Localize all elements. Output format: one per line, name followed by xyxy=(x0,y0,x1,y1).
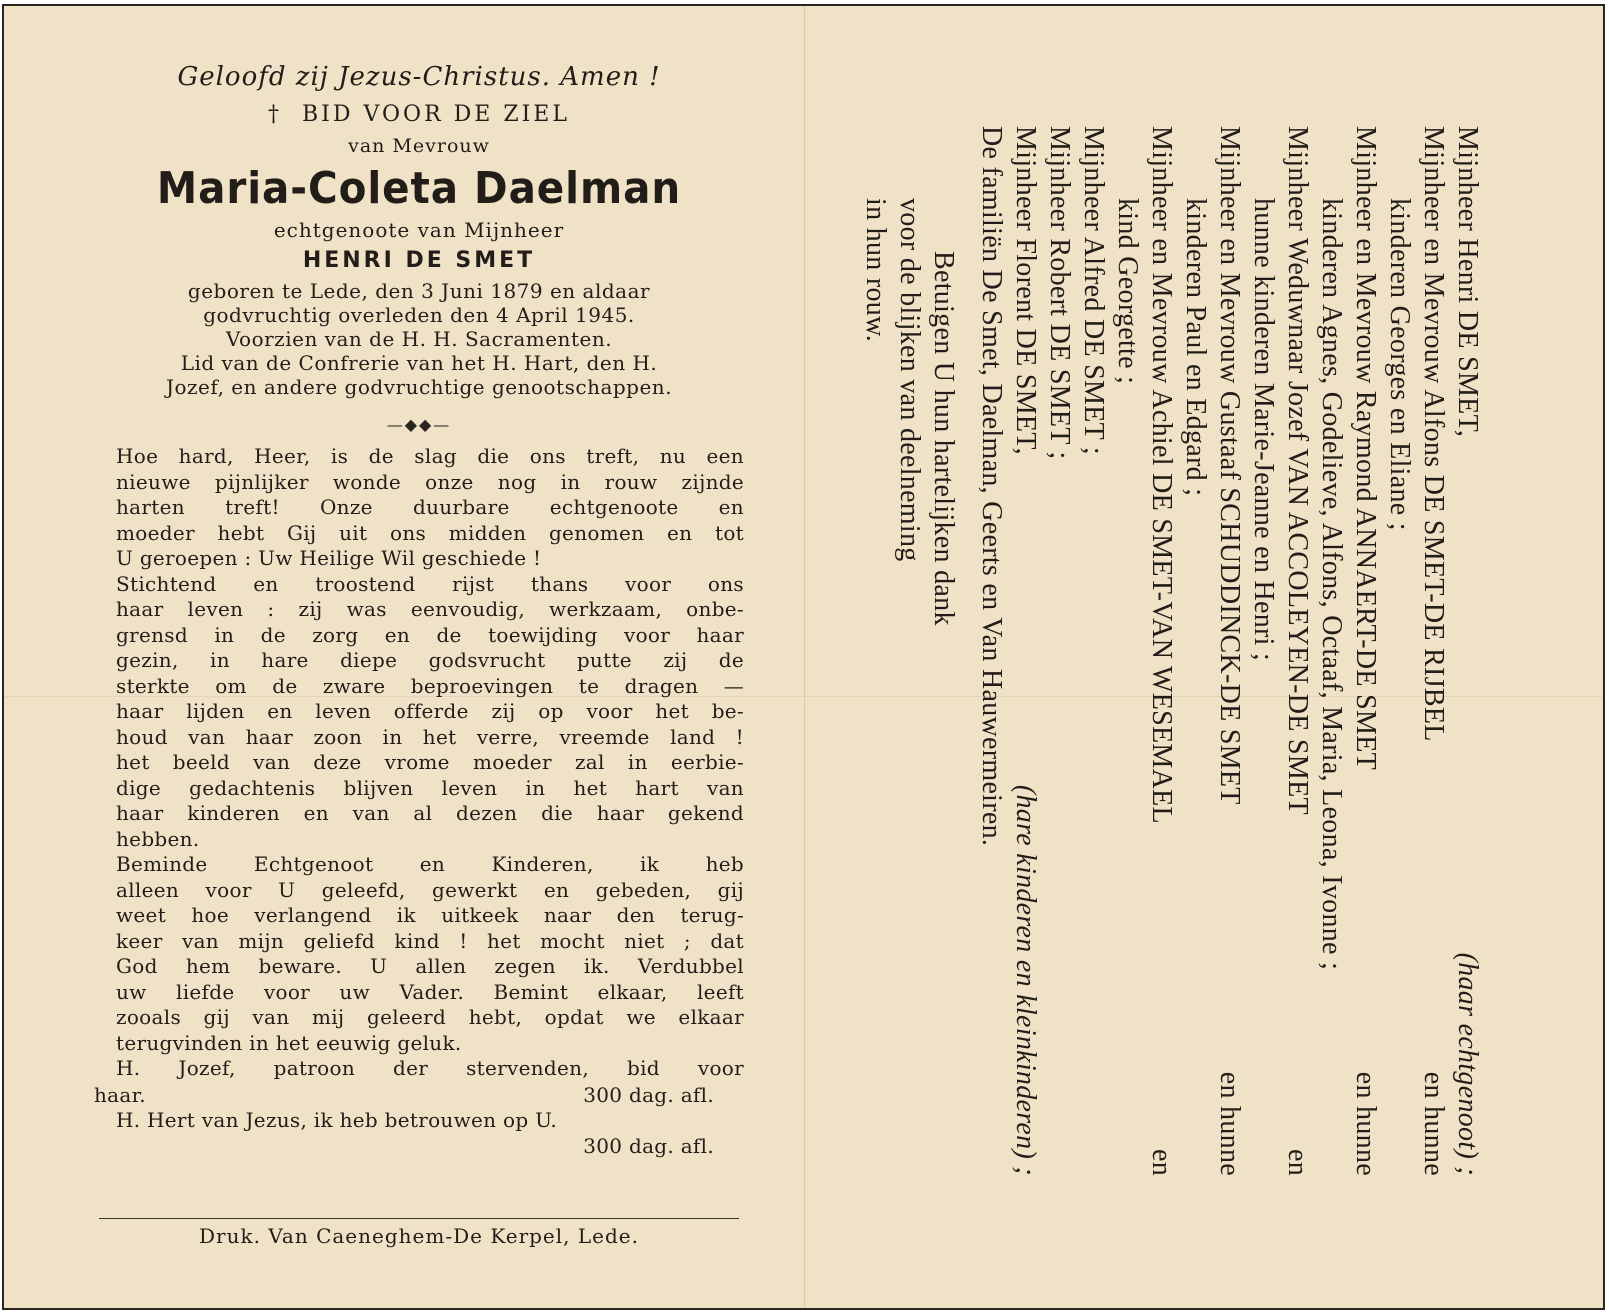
spacer xyxy=(960,126,974,1176)
family-line xyxy=(1450,126,1484,1176)
family-line: hunne kinderen Marie-Jeanne en Henri ; xyxy=(1248,198,1279,662)
text-line: het beeld van deze vrome moeder zal in eerbie- xyxy=(116,750,744,774)
right-panel xyxy=(844,126,1484,1176)
pray-for-text: BID VOOR DE ZIEL xyxy=(302,102,570,127)
family-line xyxy=(1280,126,1314,1176)
info-line: geboren te Lede, den 3 Juni 1879 en aldaar xyxy=(187,279,651,303)
family-line: kinderen Georges en Eliane ; xyxy=(1384,198,1415,531)
family-text: en hunne xyxy=(1350,1071,1381,1176)
prayer-jozef xyxy=(94,1056,744,1082)
text-line: moeder hebt Gij uit ons midden genomen en tot xyxy=(116,520,744,545)
text-line: harten treft! Onze duurbare echtgenoote en xyxy=(116,495,744,519)
text-line: nieuwe pijnlijker wonde onze nog in rouw zijnde xyxy=(116,469,744,494)
paragraph-3 xyxy=(94,852,744,1056)
memorial-card xyxy=(2,4,1605,1310)
cross-icon: † xyxy=(268,102,283,127)
family-line: kinderen Agnes, Godelieve, Alfons, Octaaf, Maria, Leona, Ivonne ; xyxy=(1316,198,1347,971)
text-line: Stichtend en troostend rijst thans voor ons xyxy=(116,571,744,596)
text-line: haar kinderen en van al dezen die haar gekend xyxy=(116,801,744,825)
text-line: haar leven : zij was eenvoudig, werkzaam, onbe- xyxy=(116,597,744,621)
of-mrs: van Mevrouw xyxy=(348,135,490,157)
family-line xyxy=(1144,126,1178,1176)
family-line: Mijnheer Robert DE SMET ; xyxy=(1044,126,1075,460)
family-line: Mijnheer Alfred DE SMET ; xyxy=(1078,126,1109,455)
family-text: Mijnheer en Mevrouw Raymond ANNAERT-DE SMET xyxy=(1350,126,1381,771)
text-line: grensd in de zorg en de toewijding voor haar xyxy=(116,622,744,647)
info-line: Voorzien van de H. H. Sacramenten. xyxy=(225,327,613,351)
deceased-name: Maria-Coleta Daelman xyxy=(156,163,682,214)
fold-line xyxy=(804,6,806,1308)
family-line xyxy=(1416,126,1450,1176)
text-line: zooals gij van mij geleerd hebt, opdat we elkaar xyxy=(116,1005,744,1029)
text-line: haar. xyxy=(94,1082,146,1107)
pray-for-heading xyxy=(94,102,744,127)
printer-rule xyxy=(99,1218,739,1219)
family-text: en xyxy=(1282,1148,1313,1176)
indulgence-row-1 xyxy=(94,1082,744,1108)
thanks-line: in hun rouw. xyxy=(860,198,891,343)
family-text: en xyxy=(1146,1148,1177,1176)
family-line xyxy=(1008,126,1042,1176)
spouse-intro: echtgenoote van Mijnheer xyxy=(273,218,565,242)
text-line: keer van mijn geliefd kind ! het mocht niet ; dat xyxy=(116,928,744,953)
text-line: Beminde Echtgenoot en Kinderen, ik heb xyxy=(116,852,744,876)
indulgence-amount: 300 dag. afl. xyxy=(583,1082,714,1107)
farewell-text xyxy=(94,444,744,1159)
indulgence-amount: 300 dag. afl. xyxy=(583,1134,714,1158)
left-panel xyxy=(94,56,744,1159)
family-line: De familiën De Smet, Daelman, Geerts en Van Hauwermeiren. xyxy=(976,126,1007,847)
paragraph-1 xyxy=(94,444,744,572)
info-line: godvruchtig overleden den 4 April 1945. xyxy=(203,303,635,327)
paragraph-2 xyxy=(94,572,744,853)
text-line: Hoe hard, Heer, is de slag die ons treft, nu een xyxy=(116,444,744,468)
family-text: en hunne xyxy=(1418,1071,1449,1176)
family-text: Mijnheer en Mevrouw Achiel DE SMET-VAN WESEMAEL xyxy=(1146,126,1177,824)
family-text: en hunne xyxy=(1214,1071,1245,1176)
invocation: Geloofd zij Jezus-Christus. Amen ! xyxy=(177,62,661,92)
family-text: Mijnheer Weduwnaar Jozef VAN ACCOLEYEN-DE SMET xyxy=(1282,126,1313,815)
text-line: sterkte om de zware beproevingen te dragen — xyxy=(116,673,744,698)
text-line: H. Hert van Jezus, ik heb betrouwen op U. xyxy=(116,1107,558,1132)
family-line: kinderen Paul en Edgard ; xyxy=(1180,198,1211,497)
text-line: H. Jozef, patroon der stervenden, bid voor xyxy=(116,1056,744,1080)
text-line: haar lijden en leven offerde zij op voor het be- xyxy=(116,699,744,723)
printer-credit: Druk. Van Caeneghem-De Kerpel, Lede. xyxy=(199,1224,639,1248)
thanks-line: Betuigen U hun hartelijken dank xyxy=(928,251,959,626)
family-line xyxy=(1212,126,1246,1176)
family-line: kind Georgette ; xyxy=(1112,198,1143,385)
text-line: U geroepen : Uw Heilige Wil geschiede ! xyxy=(116,546,542,570)
text-line: gezin, in hare diepe godsvrucht putte zij de xyxy=(116,648,744,672)
text-line: weet hoe verlangend ik uitkeek naar den terug- xyxy=(116,903,744,927)
text-line: alleen voor U geleefd, gewerkt en gebeden, gij xyxy=(116,877,744,902)
family-text: Mijnheer Henri DE SMET, xyxy=(1452,126,1483,438)
text-line: God hem beware. U allen zegen ik. Verdubbel xyxy=(116,954,744,978)
family-text: Mijnheer en Mevrouw Gustaaf SCHUDDINCK-DE SMET xyxy=(1214,126,1245,805)
family-role: (hare kinderen en kleinkinderen) ; xyxy=(1010,784,1041,1176)
family-text: Mijnheer Florent DE SMET, xyxy=(1010,126,1041,455)
text-line: dige gedachtenis blijven leven in het hart van xyxy=(116,775,744,800)
ornament-divider: —◆◆— xyxy=(386,415,452,434)
text-line: uw liefde voor uw Vader. Bemint elkaar, leeft xyxy=(116,979,744,1004)
family-text: Mijnheer en Mevrouw Alfons DE SMET-DE RIJBEL xyxy=(1418,126,1449,742)
info-line: Lid van de Confrerie van het H. Hart, den H. xyxy=(180,351,658,375)
prayer-heart xyxy=(94,1108,744,1134)
thanks-line: voor de blijken van deelneming xyxy=(894,198,925,562)
info-line: Jozef, en andere godvruchtige genootschappen. xyxy=(165,375,673,399)
text-line: terugvinden in het eeuwig geluk. xyxy=(116,1030,462,1055)
family-line xyxy=(1348,126,1382,1176)
text-line: houd van haar zoon in het verre, vreemde land ! xyxy=(116,724,744,749)
text-line: hebben. xyxy=(116,826,200,851)
biographical-info xyxy=(94,279,744,399)
family-role: (haar echtgenoot) ; xyxy=(1452,952,1483,1176)
spouse-name: HENRI DE SMET xyxy=(302,248,536,273)
family-list xyxy=(858,126,1484,1176)
